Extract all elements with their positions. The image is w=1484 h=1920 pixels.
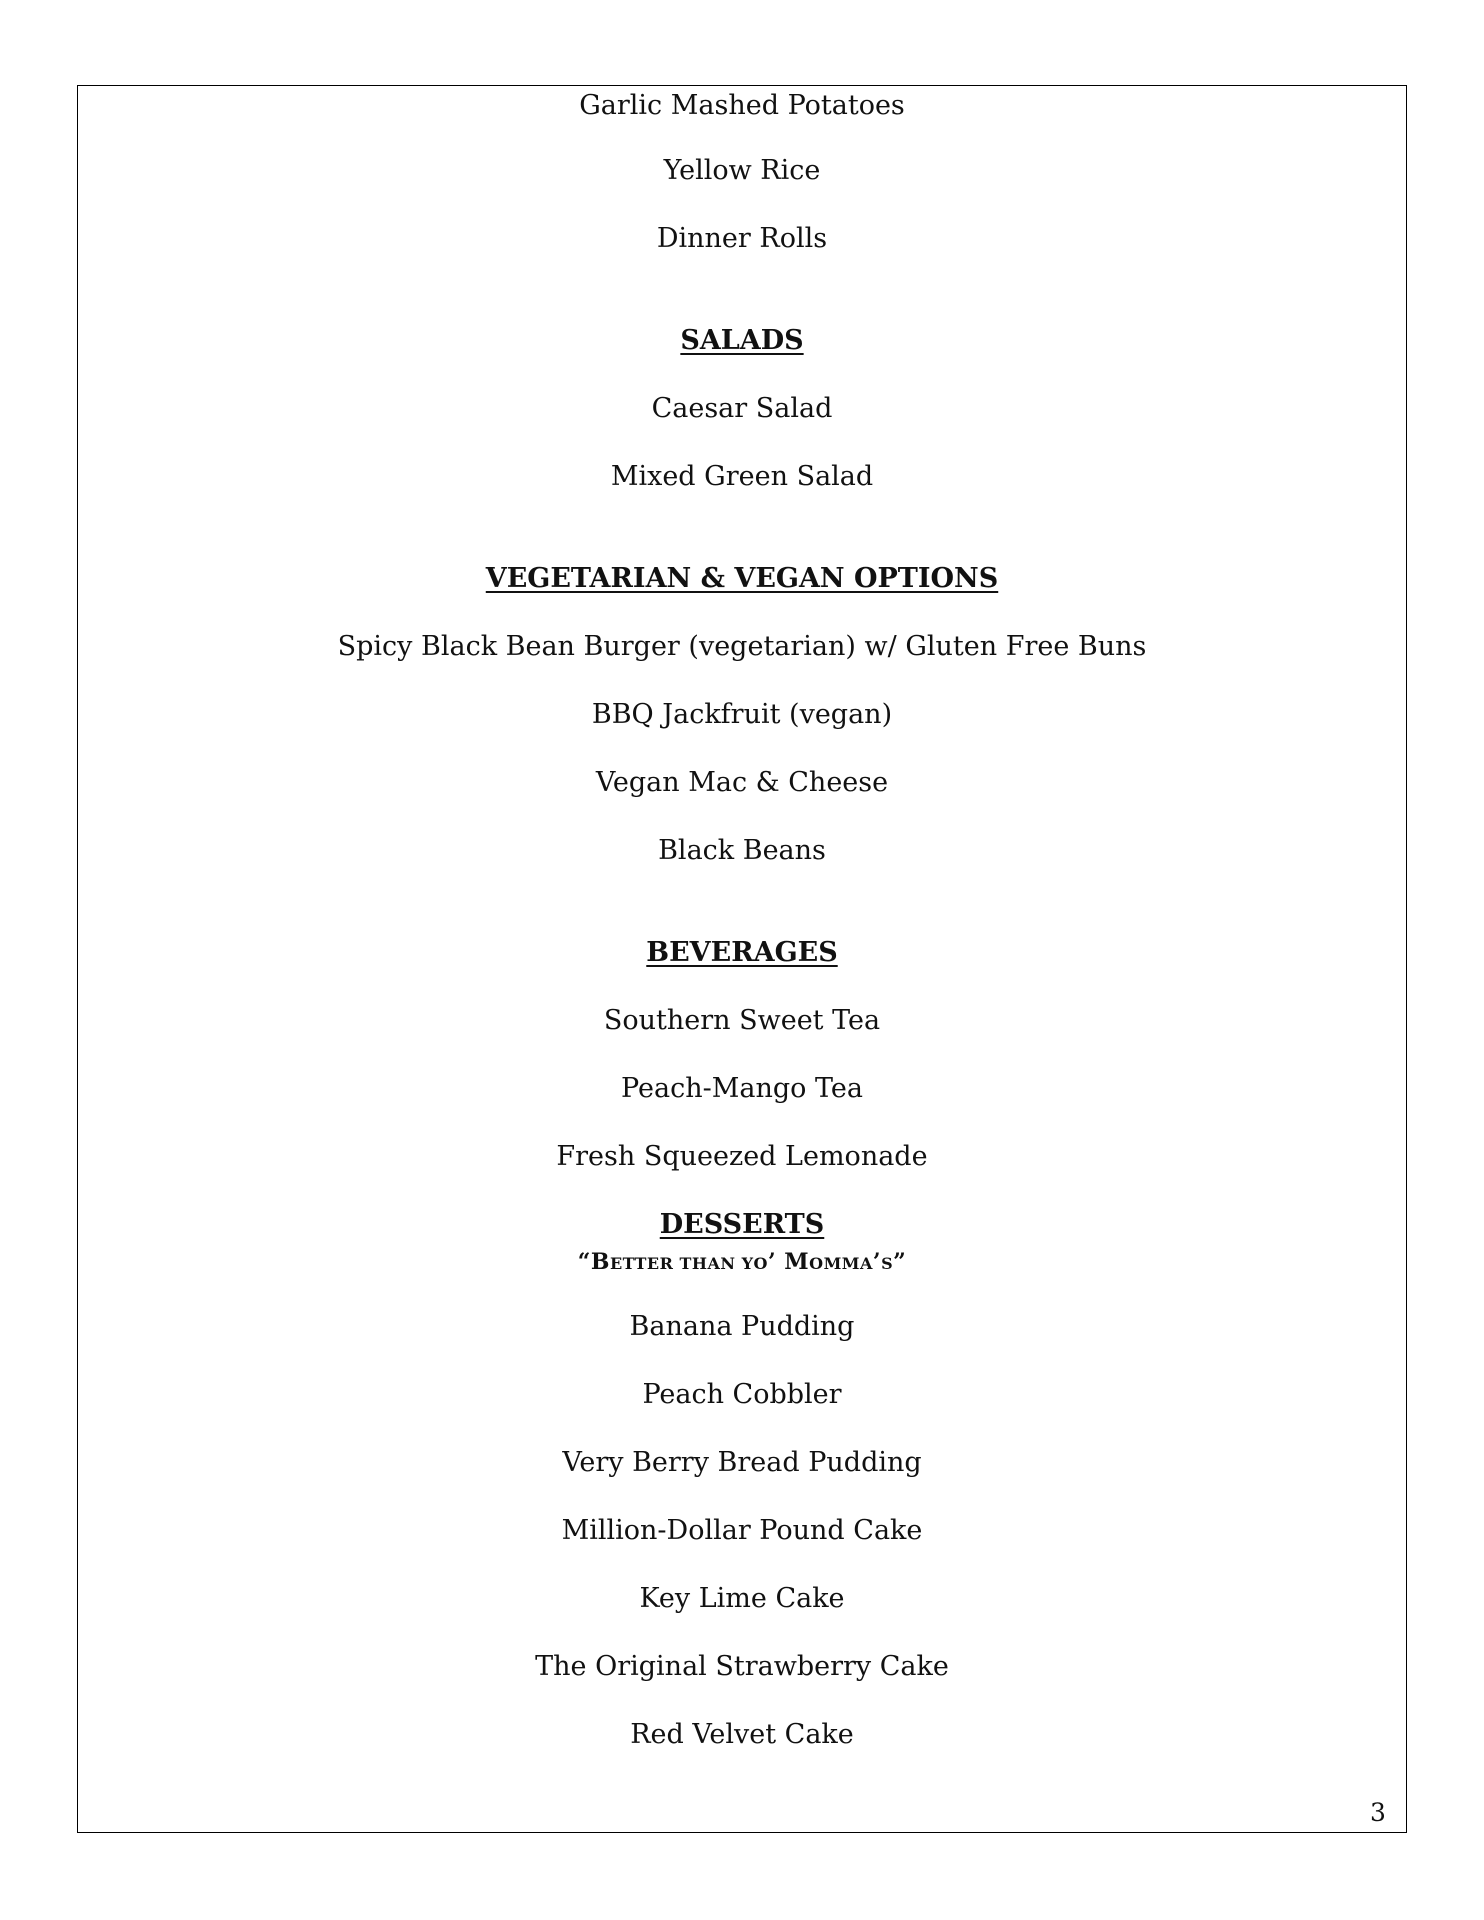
menu-item: Vegan Mac & Cheese <box>595 767 889 798</box>
menu-item: Spicy Black Bean Burger (vegetarian) w/ Gluten Free Buns <box>337 631 1147 662</box>
menu-item: Million-Dollar Pound Cake <box>561 1515 923 1546</box>
menu-item: Caesar Salad <box>651 393 833 424</box>
menu-item: Fresh Squeezed Lemonade <box>556 1141 928 1172</box>
menu-item: Garlic Mashed Potatoes <box>579 90 905 121</box>
section-heading-salads: SALADS <box>680 325 804 356</box>
menu-item: Mixed Green Salad <box>610 461 874 492</box>
desserts-tagline: “BETTER THAN YO’ MOMMA’S” <box>577 1249 907 1275</box>
menu-item: Peach-Mango Tea <box>621 1073 863 1104</box>
menu-item: BBQ Jackfruit (vegan) <box>591 699 893 730</box>
section-heading-beverages: BEVERAGES <box>646 937 838 968</box>
menu-item: Red Velvet Cake <box>630 1719 854 1750</box>
page-number: 3 <box>1370 1798 1386 1827</box>
menu-item: Dinner Rolls <box>656 223 828 254</box>
section-heading-vegetarian: VEGETARIAN & VEGAN OPTIONS <box>485 563 999 594</box>
menu-item: Peach Cobbler <box>642 1379 842 1410</box>
menu-item: Key Lime Cake <box>639 1583 845 1614</box>
menu-item: Banana Pudding <box>629 1311 855 1342</box>
menu-item: The Original Strawberry Cake <box>535 1651 949 1682</box>
menu-item: Yellow Rice <box>663 155 821 186</box>
section-heading-desserts: DESSERTS <box>659 1209 825 1240</box>
menu-item: Very Berry Bread Pudding <box>562 1447 922 1478</box>
menu-item: Southern Sweet Tea <box>603 1005 881 1036</box>
menu-item: Black Beans <box>658 835 826 866</box>
